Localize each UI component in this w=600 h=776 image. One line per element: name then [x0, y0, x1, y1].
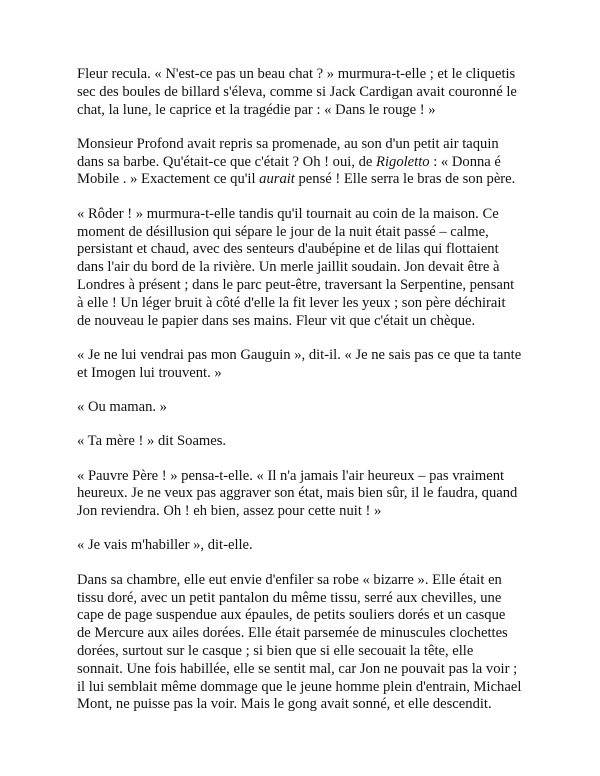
paragraph-4 [77, 347, 525, 383]
paragraph-9 [77, 572, 525, 714]
text-line: « Ou maman. » [77, 398, 167, 415]
text-line: de nouveau le papier dans ses mains. Fleur vit que c'était un chèque. [77, 312, 476, 329]
text-line: « Rôder ! » murmura-t-elle tandis qu'il tournait au coin de la maison. Ce [77, 205, 499, 222]
text-line: il lui semblait même dommage que le jeune homme plein d'entrain, Michael [77, 678, 522, 695]
text-line [77, 171, 525, 189]
paragraph-1 [77, 66, 525, 119]
text-line: sonnait. Une fois habillée, elle se sentit mal, car Jon ne pouvait pas la voir ; [77, 660, 518, 677]
text-line: tissu doré, avec un petit pantalon du même tissu, serré aux chevilles, une [77, 589, 502, 606]
text-line: heureux. Je ne veux pas aggraver son état, mais bien sûr, il le faudra, quand [77, 485, 518, 502]
paragraph-6 [77, 433, 525, 451]
text-line: Londres à présent ; dans le parc peut-être, traversant la Serpentine, pensant [77, 276, 515, 293]
paragraph-7 [77, 468, 525, 521]
text-line: chat, la lune, le caprice et la tragédie par : « Dans le rouge ! » [77, 101, 436, 118]
text-run: : « Donna é [429, 153, 501, 170]
paragraph-3 [77, 206, 525, 331]
text-line: et Imogen lui trouvent. » [77, 364, 222, 381]
text-line [77, 154, 525, 172]
paragraph-5 [77, 399, 525, 417]
text-line: « Ta mère ! » dit Soames. [77, 433, 227, 450]
document-page [77, 66, 525, 731]
text-line: Dans sa chambre, elle eut envie d'enfiler sa robe « bizarre ». Elle était en [77, 571, 502, 588]
text-line: Mont, ne puisse pas la voir. Mais le gong avait sonné, et elle descendit. [77, 696, 492, 713]
text-line: dorées, surtout sur le casque ; si bien que si elle secouait la tête, elle [77, 642, 474, 659]
text-line: sec des boules de billard s'éleva, comme si Jack Cardigan avait couronné le [77, 83, 517, 100]
paragraph-2 [77, 136, 525, 189]
text-line: persistant et chaud, avec des senteurs d'aubépine et de lilas qui flottaient [77, 241, 499, 258]
text-line: cape de page suspendue aux épaules, de petits souliers dorés et un casque [77, 607, 506, 624]
text-line: de Mercure aux ailes dorées. Elle était parsemée de minuscules clochettes [77, 625, 508, 642]
text-line: « Je ne lui vendrai pas mon Gauguin », dit-il. « Je ne sais pas ce que ta tante [77, 346, 522, 363]
text-line: « Je vais m'habiller », dit-elle. [77, 537, 253, 554]
text-line: dans l'air du bord de la rivière. Un merle jaillit soudain. Jon devait être à [77, 259, 500, 276]
paragraph-8 [77, 537, 525, 555]
text-line: moment de désillusion qui sépare le jour de la nuit était passé – calme, [77, 223, 489, 240]
text-line: Jon reviendra. Oh ! eh bien, assez pour cette nuit ! » [77, 503, 382, 520]
italic-word-aurait: aurait [259, 171, 295, 188]
text-run: dans sa barbe. Qu'était-ce que c'était ? Oh ! oui, de [77, 153, 377, 170]
text-line: à elle ! Un léger bruit à côté d'elle la fit lever les yeux ; son père déchirait [77, 294, 506, 311]
text-line: « Pauvre Père ! » pensa-t-elle. « Il n'a jamais l'air heureux – pas vraiment [77, 467, 505, 484]
italic-title-rigoletto: Rigoletto [376, 153, 430, 170]
text-line: Monsieur Profond avait repris sa promenade, au son d'un petit air taquin [77, 135, 499, 152]
text-run: pensé ! Elle serra le bras de son père. [294, 171, 516, 188]
text-run: Mobile . » Exactement ce qu'il [77, 171, 260, 188]
text-line: Fleur recula. « N'est-ce pas un beau chat ? » murmura-t-elle ; et le cliquetis [77, 66, 516, 82]
